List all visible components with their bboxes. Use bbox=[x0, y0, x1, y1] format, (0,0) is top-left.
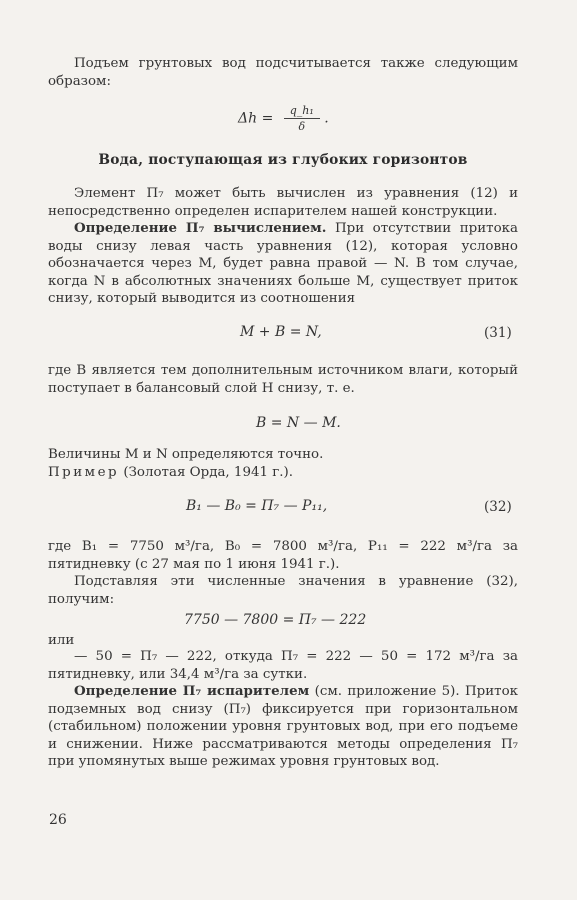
paragraph-values-exact: Величины M и N определяются точно. bbox=[48, 447, 324, 462]
paragraph-element-p7: Элемент П₇ может быть вычислен из уравнения (12) и непосредственно определен испарителем нашей конструкции. bbox=[48, 186, 518, 219]
formula-substituted: 7750 — 7800 = П₇ — 222 bbox=[184, 612, 367, 628]
formula-31: M + B = N, bbox=[240, 324, 322, 340]
page-number: 26 bbox=[49, 812, 67, 828]
formula-b: B = N — M. bbox=[256, 415, 341, 431]
paragraph-where-values: где B₁ = 7750 м³/га, B₀ = 7800 м³/га, P₁₁ = 222 м³/га за пятидневку (с 27 мая по 1 июня 1941 г.). bbox=[48, 539, 518, 572]
paragraph-result: — 50 = П₇ — 222, откуда П₇ = 222 — 50 = 172 м³/га за пятидневку, или 34,4 м³/га за сутки. bbox=[48, 649, 518, 682]
paragraph-intro: Подъем грунтовых вод подсчитывается также следующим образом: bbox=[48, 56, 518, 89]
equation-number-31: (31) bbox=[484, 325, 512, 341]
equation-number-32: (32) bbox=[484, 499, 512, 515]
paragraph-or: или bbox=[48, 633, 75, 648]
definition-evaporator-title: Определение П₇ испарителем bbox=[74, 683, 310, 699]
definition-calc-title: Определение П₇ вычислением. bbox=[74, 220, 327, 236]
paragraph-substitute: Подставляя эти численные значения в уравнение (32), получим: bbox=[48, 574, 518, 607]
paragraph-example bbox=[48, 464, 518, 482]
paragraph-where-b: где B является тем дополнительным источником влаги, который поступает в балансовый слой H снизу, т. е. bbox=[48, 363, 518, 396]
formula-delta-h-denominator: δ bbox=[298, 120, 306, 133]
formula-delta-h: Δh = $\frac{\text{q\_h₁}}{\delta}$ . bbox=[238, 104, 329, 133]
paragraph-definition-calc bbox=[48, 220, 518, 308]
example-text: (Золотая Орда, 1941 г.). bbox=[119, 465, 294, 480]
formula-delta-h-fraction bbox=[284, 104, 320, 133]
formula-32: B₁ — B₀ = П₇ — P₁₁, bbox=[186, 498, 328, 514]
section-heading: Вода, поступающая из глубоких горизонтов bbox=[98, 152, 468, 168]
formula-delta-h-lhs: Δh = bbox=[238, 110, 274, 127]
formula-delta-h-numerator: q_h₁ bbox=[284, 104, 320, 119]
definition-evaporator-text: (см. приложение 5). Приток подземных вод снизу (П₇) фиксируется при горизонтальном (стабильном) положении уровня грунтовых вод, при его подъеме и снижении. Ниже рассматриваются методы определения П₇ при упомянутых выше режимах уровня грунтовых вод. bbox=[48, 684, 518, 769]
example-label: Пример bbox=[48, 465, 120, 480]
paragraph-definition-evaporator bbox=[48, 683, 518, 771]
definition-calc-text: При отсутствии притока воды снизу левая часть уравнения (12), которая условно обозначается через M, будет равна правой — N. В том случае, когда N в абсолютных значениях больше M, существует приток снизу, который выводится из соотношения bbox=[48, 221, 518, 306]
